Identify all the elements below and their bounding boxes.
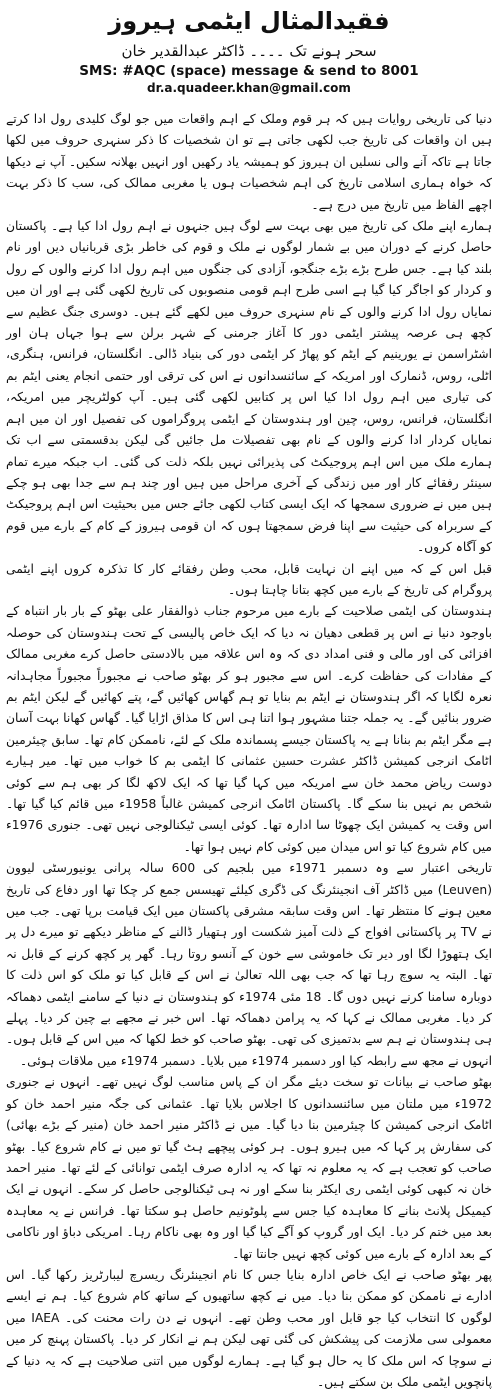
article-paragraph: دنیا کی تاریخی روایات ہیں کہ ہر قوم وملک کے اہم واقعات میں جو لوگ کلیدی رول ادا کرتے ہیں ان واقعات کی تاریخ جب لکھی جاتی ہے تو ان شخصیات کا ذکر سنہری حروف میں لکھا جاتا ہے تاکہ آنے والی نسلیں ان ہیروز کو ہمیشہ یاد رکھیں اور انہیں بھلانہ سکیں۔ آپ نے دیکھا کہ خواہ ہماری اسلامی تاریخ کی اہم شخصیات ہوں یا مغربی ممالک کی، سب کا ذکر بہت اچھے الفاظ میں تاریخ میں درج ہے۔ xyxy=(6,112,492,212)
article-byline: سحر ہونے تک ۔۔۔۔ ڈاکٹر عبدالقدیر خان xyxy=(121,42,377,60)
article-paragraph: تاریخی اعتبار سے وہ دسمبر 1971ء میں بلجیم کی 600 سالہ پرانی یونیورسٹی لیوون (Leuven) میں ڈاکٹر آف انجینئرنگ کی ڈگری کیلئے تھیسس جمع کر چکا تھا اور دفاع کی تاریخ معین ہونے کا منتظر تھا۔ اس وقت سابقہ مشرقی پاکستان میں ایک قیامت برپا تھی۔ جب میں نے TV پر پاکستانی افواج کے ذلت آمیز شکست اور ہتھیار ڈالنے کے مناظر دیکھے تو میرے دل پر ایک ہتھوڑا لگا اور دیر تک خاموشی سے خون کے آنسو روتا رہا۔ گھر پر کچھ کرنے کے قابل نہ تھا۔ البتہ یہ سوچ رہا تھا کہ جب بھی اللہ تعالیٰ نے اس کے قابل کیا تو ملک کو اس ذلت کا دوبارہ سامنا کرنے نہیں دوں گا۔ 18 مئی 1974ء کو ہندوستان نے دنیا کے سامنے ایٹمی دھماکہ کر دیا۔ مغربی ممالک نے کہا کہ یہ پرامن دھماکہ تھا۔ اس خبر نے مجھے بے چین کر دیا۔ پہلے ہی ہندوستان نے ہم سے بدتمیزی کی تھی۔ بھٹو صاحب کو خط لکھا کہ میں اس کے قابل ہوں۔ انہوں نے مجھ سے رابطہ کیا اور دسمبر 1974ء میں بلایا۔ دسمبر 1974ء میں ملاقات ہوئی۔ xyxy=(6,861,492,1068)
article-paragraph: بھٹو صاحب نے بیانات تو سخت دیئے مگر ان کے پاس مناسب لوگ نہیں تھے۔ انہوں نے جنوری 1972ء میں ملتان میں سائنسدانوں کا اجلاس بلایا تھا۔ عثمانی کی جگہ منیر احمد خان کو اٹامک انرجی کمیشن کا چیئرمین بنا دیا گیا۔ میں نے ڈاکٹر منیر احمد خان (منیر کے بڑے بھائی) کی سفارش پر کہا کہ میں ہیرو ہوں۔ ہر کوئی پیچھے ہٹ گیا تو میں نے کام شروع کیا۔ بھٹو صاحب کو تعجب ہے کہ یہ معلوم نہ تھا کہ یہ ادارہ صرف ایٹمی توانائی کے لئے تھا۔ منیر احمد خان نہ کبھی کوئی ایٹمی ری ایکٹر بنا سکے اور نہ ہی ٹیکنالوجی حاصل کر سکے۔ انہوں نے ایک کیمیکل پلانٹ بنانے کا معاہدہ کیا جس سے پلوٹونیم حاصل ہو سکتا تھا۔ فرانس نے یہ معاہدہ بعد میں ختم کر دیا۔ ایک اور گروپ کو آگے کیا گیا اور وہ بھی ناکام رہا۔ امریکی دباؤ اور ناکامی کے بعد ادارہ کے بارے میں کوئی کچھ نہیں جانتا تھا۔ xyxy=(6,1075,492,1261)
article-body xyxy=(6,109,492,1393)
article-paragraph: قبل اس کے کہ میں اپنے ان نہایت قابل، محب وطن رفقائے کار کا تذکرہ کروں اپنے ایٹمی پروگرام کی تاریخ کے بارے میں کچھ بتانا چاہتا ہوں۔ xyxy=(6,561,492,597)
author-email: dr.a.quadeer.khan@gmail.com xyxy=(147,81,351,95)
article-paragraph: پھر بھٹو صاحب نے ایک خاص ادارہ بنایا جس کا نام انجینئرنگ ریسرچ لیبارٹریز رکھا گیا۔ اس ادارے نے ناممکن کو ممکن بنا دیا۔ میں نے کچھ ساتھیوں کے ساتھ کام شروع کیا۔ ہم نے ایسے لوگوں کا انتخاب کیا جو قابل اور محب وطن تھے۔ انہوں نے دن رات محنت کی۔ IAEA میں معمولی سی ملازمت کی پیشکش کی گئی تھی لیکن ہم نے انکار کر دیا۔ پاکستان پہنچ کر میں نے سوچا کہ اس ملک کا یہ حال ہو گیا ہے۔ ہمارے لوگوں میں اتنی صلاحیت ہے کہ یہ دنیا کے پانچویں ایٹمی ملک بن سکتے ہیں۔ xyxy=(6,1267,492,1389)
article-paragraph: ہمارے اپنے ملک کی تاریخ میں بھی بہت سے لوگ ہیں جنہوں نے اہم رول ادا کیا ہے۔ پاکستان حاصل کرنے کے دوران میں بے شمار لوگوں نے ملک و قوم کی خاطر بڑی قربانیاں دیں اور نام بلند کیا ہے۔ جس طرح بڑے بڑے جنگجو، آزادی کی جنگوں میں اہم رول ادا کرنے والوں کے رول و کردار کو اجاگر کیا گیا ہے اسی طرح اہم قومی منصوبوں کی تاریخ لکھی گئی ہے اور ان میں نمایاں رول ادا کرنے والوں کے نام سنہری حروف میں لکھے گئے ہیں۔ دوسری جنگ عظیم سے کچھ ہی عرصہ پیشتر ایٹمی دور کا آغاز جرمنی کے شہر برلن سے ہوا جہاں ہان اور اشٹراسمن نے یورینیم کے ایٹم کو پھاڑ کر ایٹمی دور کی بنیاد ڈالی۔ انگلستان، فرانس، ہنگری، اٹلی، روس، ڈنمارک اور امریکہ کے سائنسدانوں نے اس کی ترقی اور حتمی انجام یعنی ایٹم بم کی تیاری میں اہم رول ادا کیا اس پر کتابیں لکھی گئی ہیں۔ آپ کولٹریچر میں امریکہ، انگلستان، فرانس، روس، چین اور ہندوستان کے ایٹمی پروگراموں کی تفصیل اور ان میں اہم نمایاں کردار ادا کرنے والوں کے نام بھی تفصیلات مل جائیں گی لیکن بدقسمتی سے اب تک ہمارے ملک میں اس اہم پروجیکٹ کی پذیرائی نہیں بلکہ ذلت کی گئی۔ اب جبکہ میرے تمام سینئر رفقائے کار اور میں زندگی کے آخری مراحل میں ہیں اور چند ہم سے جدا بھی ہو چکے ہیں میں نے ضروری سمجھا کہ ایک ایسی کتاب لکھی جائے جس میں بحیثیت اس اہم پروجیکٹ کے سربراہ کی حیثیت سے اپنا فرض سمجھتا ہوں کہ ان قومی ہیروز کے کام کے بارے میں قوم کو آگاہ کروں۔ xyxy=(6,219,492,555)
sms-line: SMS: #AQC (space) message & send to 8001 xyxy=(79,63,419,79)
article-headline: فقیدالمثال ایٹمی ہیروز xyxy=(108,7,390,35)
article-paragraph: ہندوستان کی ایٹمی صلاحیت کے بارے میں مرحوم جناب ذوالفقار علی بھٹو کے بار بار انتباہ کے باوجود دنیا نے اس پر قطعی دھیان نہ دیا کہ ایک خاص پالیسی کے تحت ہندوستان کی حوصلہ افزائی کی اور مالی و فنی امداد دی کہ وہ اس علاقہ میں بالادستی حاصل کرے مغربی ممالک کے مفادات کی حفاظت کرے۔ اس سے مجبور ہو کر بھٹو صاحب نے مجبوراً مجبوراً مجاہدانہ نعرہ لگایا کہ اگر ہندوستان نے ایٹم بم بنایا تو ہم گھاس کھائیں گے، پتے کھائیں گے لیکن ایٹم بم ضرور بنائیں گے۔ یہ جملہ جتنا مشہور ہوا اتنا ہی اس کا مذاق اڑایا گیا۔ گھاس کھانا بہت آسان ہے مگر ایٹم بم بنانا ہے یہ پاکستان جیسے پسماندہ ملک کے لئے، ناممکن کام تھا۔ سابق چیئرمین اٹامک انرجی کمیشن ڈاکٹر عشرت حسین عثمانی کا ایٹمی بم کا خواب میں تھا۔ میر ہیارے دوست ریاض محمد خان سے امریکہ میں کہا گیا تھا کہ ایک لاکھ لگا کر بھی ہم سے کوئی شخص بم نہیں بنا سکے گا۔ پاکستان اٹامک انرجی کمیشن غالباً 1958ء میں قائم کیا گیا تھا۔ اس وقت یہ کمیشن ایک چھوٹا سا ادارہ تھا۔ کوئی ایسی ٹیکنالوجی نہیں تھی۔ جنوری 1976ء میں کام شروع کیا تو اس میدان میں کوئی کام نہیں ہوا تھا۔ xyxy=(6,604,492,854)
